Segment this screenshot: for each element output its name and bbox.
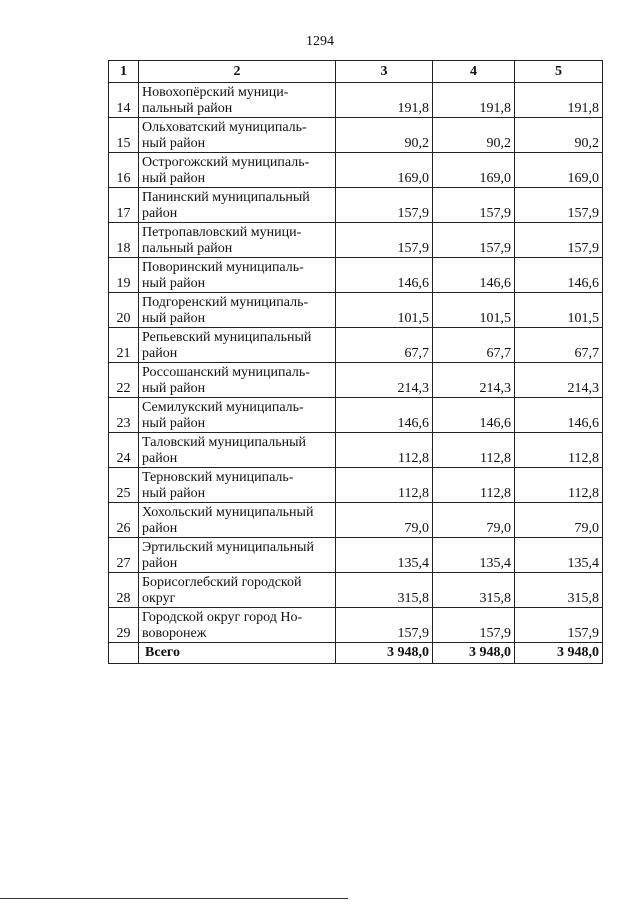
value-col4: 157,9 — [433, 223, 515, 258]
row-number: 16 — [109, 153, 139, 188]
value-col5: 214,3 — [515, 363, 603, 398]
value-col3: 135,4 — [336, 538, 433, 573]
col-header-5: 5 — [515, 61, 603, 83]
value-col5: 315,8 — [515, 573, 603, 608]
col-header-2: 2 — [139, 61, 336, 83]
table-row — [109, 153, 603, 188]
col-header-4: 4 — [433, 61, 515, 83]
table-row — [109, 223, 603, 258]
value-col3: 214,3 — [336, 363, 433, 398]
value-col5: 112,8 — [515, 468, 603, 503]
row-number: 14 — [109, 83, 139, 118]
value-col5: 157,9 — [515, 608, 603, 643]
value-col4: 315,8 — [433, 573, 515, 608]
value-col4: 112,8 — [433, 433, 515, 468]
value-col5: 146,6 — [515, 398, 603, 433]
row-number: 25 — [109, 468, 139, 503]
value-col3: 157,9 — [336, 608, 433, 643]
row-number: 28 — [109, 573, 139, 608]
row-number: 22 — [109, 363, 139, 398]
table-row — [109, 258, 603, 293]
value-col3: 315,8 — [336, 573, 433, 608]
table-row — [109, 538, 603, 573]
value-col4: 135,4 — [433, 538, 515, 573]
table-row — [109, 363, 603, 398]
municipality-name: Панинский муниципальный район — [139, 188, 336, 223]
table-row — [109, 83, 603, 118]
value-col3: 146,6 — [336, 258, 433, 293]
value-col5: 112,8 — [515, 433, 603, 468]
value-col3: 112,8 — [336, 468, 433, 503]
value-col4: 101,5 — [433, 293, 515, 328]
value-col4: 146,6 — [433, 398, 515, 433]
table-row — [109, 188, 603, 223]
table-row — [109, 608, 603, 643]
table-row — [109, 503, 603, 538]
value-col4: 214,3 — [433, 363, 515, 398]
total-num-cell — [109, 643, 139, 664]
table-row — [109, 328, 603, 363]
value-col3: 67,7 — [336, 328, 433, 363]
table-row — [109, 398, 603, 433]
value-col4: 146,6 — [433, 258, 515, 293]
value-col3: 79,0 — [336, 503, 433, 538]
municipality-name: Борисоглебский городской округ — [139, 573, 336, 608]
row-number: 27 — [109, 538, 139, 573]
value-col5: 146,6 — [515, 258, 603, 293]
municipality-name: Подгоренский муниципаль- ный район — [139, 293, 336, 328]
total-row — [109, 643, 603, 664]
col-header-3: 3 — [336, 61, 433, 83]
value-col5: 90,2 — [515, 118, 603, 153]
row-number: 21 — [109, 328, 139, 363]
value-col3: 169,0 — [336, 153, 433, 188]
municipality-name: Новохопёрский муници- пальный район — [139, 83, 336, 118]
municipality-name: Репьевский муниципальный район — [139, 328, 336, 363]
value-col5: 135,4 — [515, 538, 603, 573]
municipality-name: Таловский муниципальный район — [139, 433, 336, 468]
municipality-name: Эртильский муниципальный район — [139, 538, 336, 573]
table-row — [109, 118, 603, 153]
municipality-name: Терновский муниципаль- ный район — [139, 468, 336, 503]
municipality-name: Петропавловский муници- пальный район — [139, 223, 336, 258]
value-col5: 169,0 — [515, 153, 603, 188]
row-number: 17 — [109, 188, 139, 223]
row-number: 15 — [109, 118, 139, 153]
municipality-name: Семилукский муниципаль- ный район — [139, 398, 336, 433]
total-value-col5: 3 948,0 — [515, 643, 603, 664]
municipality-name: Поворинский муниципаль- ный район — [139, 258, 336, 293]
value-col3: 191,8 — [336, 83, 433, 118]
value-col4: 157,9 — [433, 188, 515, 223]
row-number: 29 — [109, 608, 139, 643]
total-value-col4: 3 948,0 — [433, 643, 515, 664]
table-row — [109, 433, 603, 468]
municipality-name: Городской округ город Но- воворонеж — [139, 608, 336, 643]
col-header-1: 1 — [109, 61, 139, 83]
value-col3: 146,6 — [336, 398, 433, 433]
value-col4: 112,8 — [433, 468, 515, 503]
municipality-name: Острогожский муниципаль- ный район — [139, 153, 336, 188]
value-col4: 191,8 — [433, 83, 515, 118]
page-number: 1294 — [306, 34, 334, 49]
value-col3: 157,9 — [336, 223, 433, 258]
value-col5: 79,0 — [515, 503, 603, 538]
table-row — [109, 468, 603, 503]
value-col3: 101,5 — [336, 293, 433, 328]
value-col4: 90,2 — [433, 118, 515, 153]
row-number: 18 — [109, 223, 139, 258]
value-col5: 157,9 — [515, 223, 603, 258]
municipality-name: Россошанский муниципаль- ный район — [139, 363, 336, 398]
municipality-name: Хохольский муниципальный район — [139, 503, 336, 538]
total-label: Всего — [139, 643, 336, 664]
municipality-name: Ольховатский муниципаль- ный район — [139, 118, 336, 153]
row-number: 20 — [109, 293, 139, 328]
footnote-divider — [0, 898, 348, 899]
value-col4: 67,7 — [433, 328, 515, 363]
value-col3: 112,8 — [336, 433, 433, 468]
table-body — [109, 83, 603, 664]
value-col4: 157,9 — [433, 608, 515, 643]
row-number: 23 — [109, 398, 139, 433]
value-col3: 90,2 — [336, 118, 433, 153]
data-table — [108, 60, 603, 664]
header-row — [109, 61, 603, 83]
table-row — [109, 293, 603, 328]
value-col4: 169,0 — [433, 153, 515, 188]
value-col5: 67,7 — [515, 328, 603, 363]
value-col3: 157,9 — [336, 188, 433, 223]
table-row — [109, 573, 603, 608]
value-col4: 79,0 — [433, 503, 515, 538]
value-col5: 101,5 — [515, 293, 603, 328]
value-col5: 191,8 — [515, 83, 603, 118]
row-number: 26 — [109, 503, 139, 538]
value-col5: 157,9 — [515, 188, 603, 223]
row-number: 24 — [109, 433, 139, 468]
total-value-col3: 3 948,0 — [336, 643, 433, 664]
row-number: 19 — [109, 258, 139, 293]
